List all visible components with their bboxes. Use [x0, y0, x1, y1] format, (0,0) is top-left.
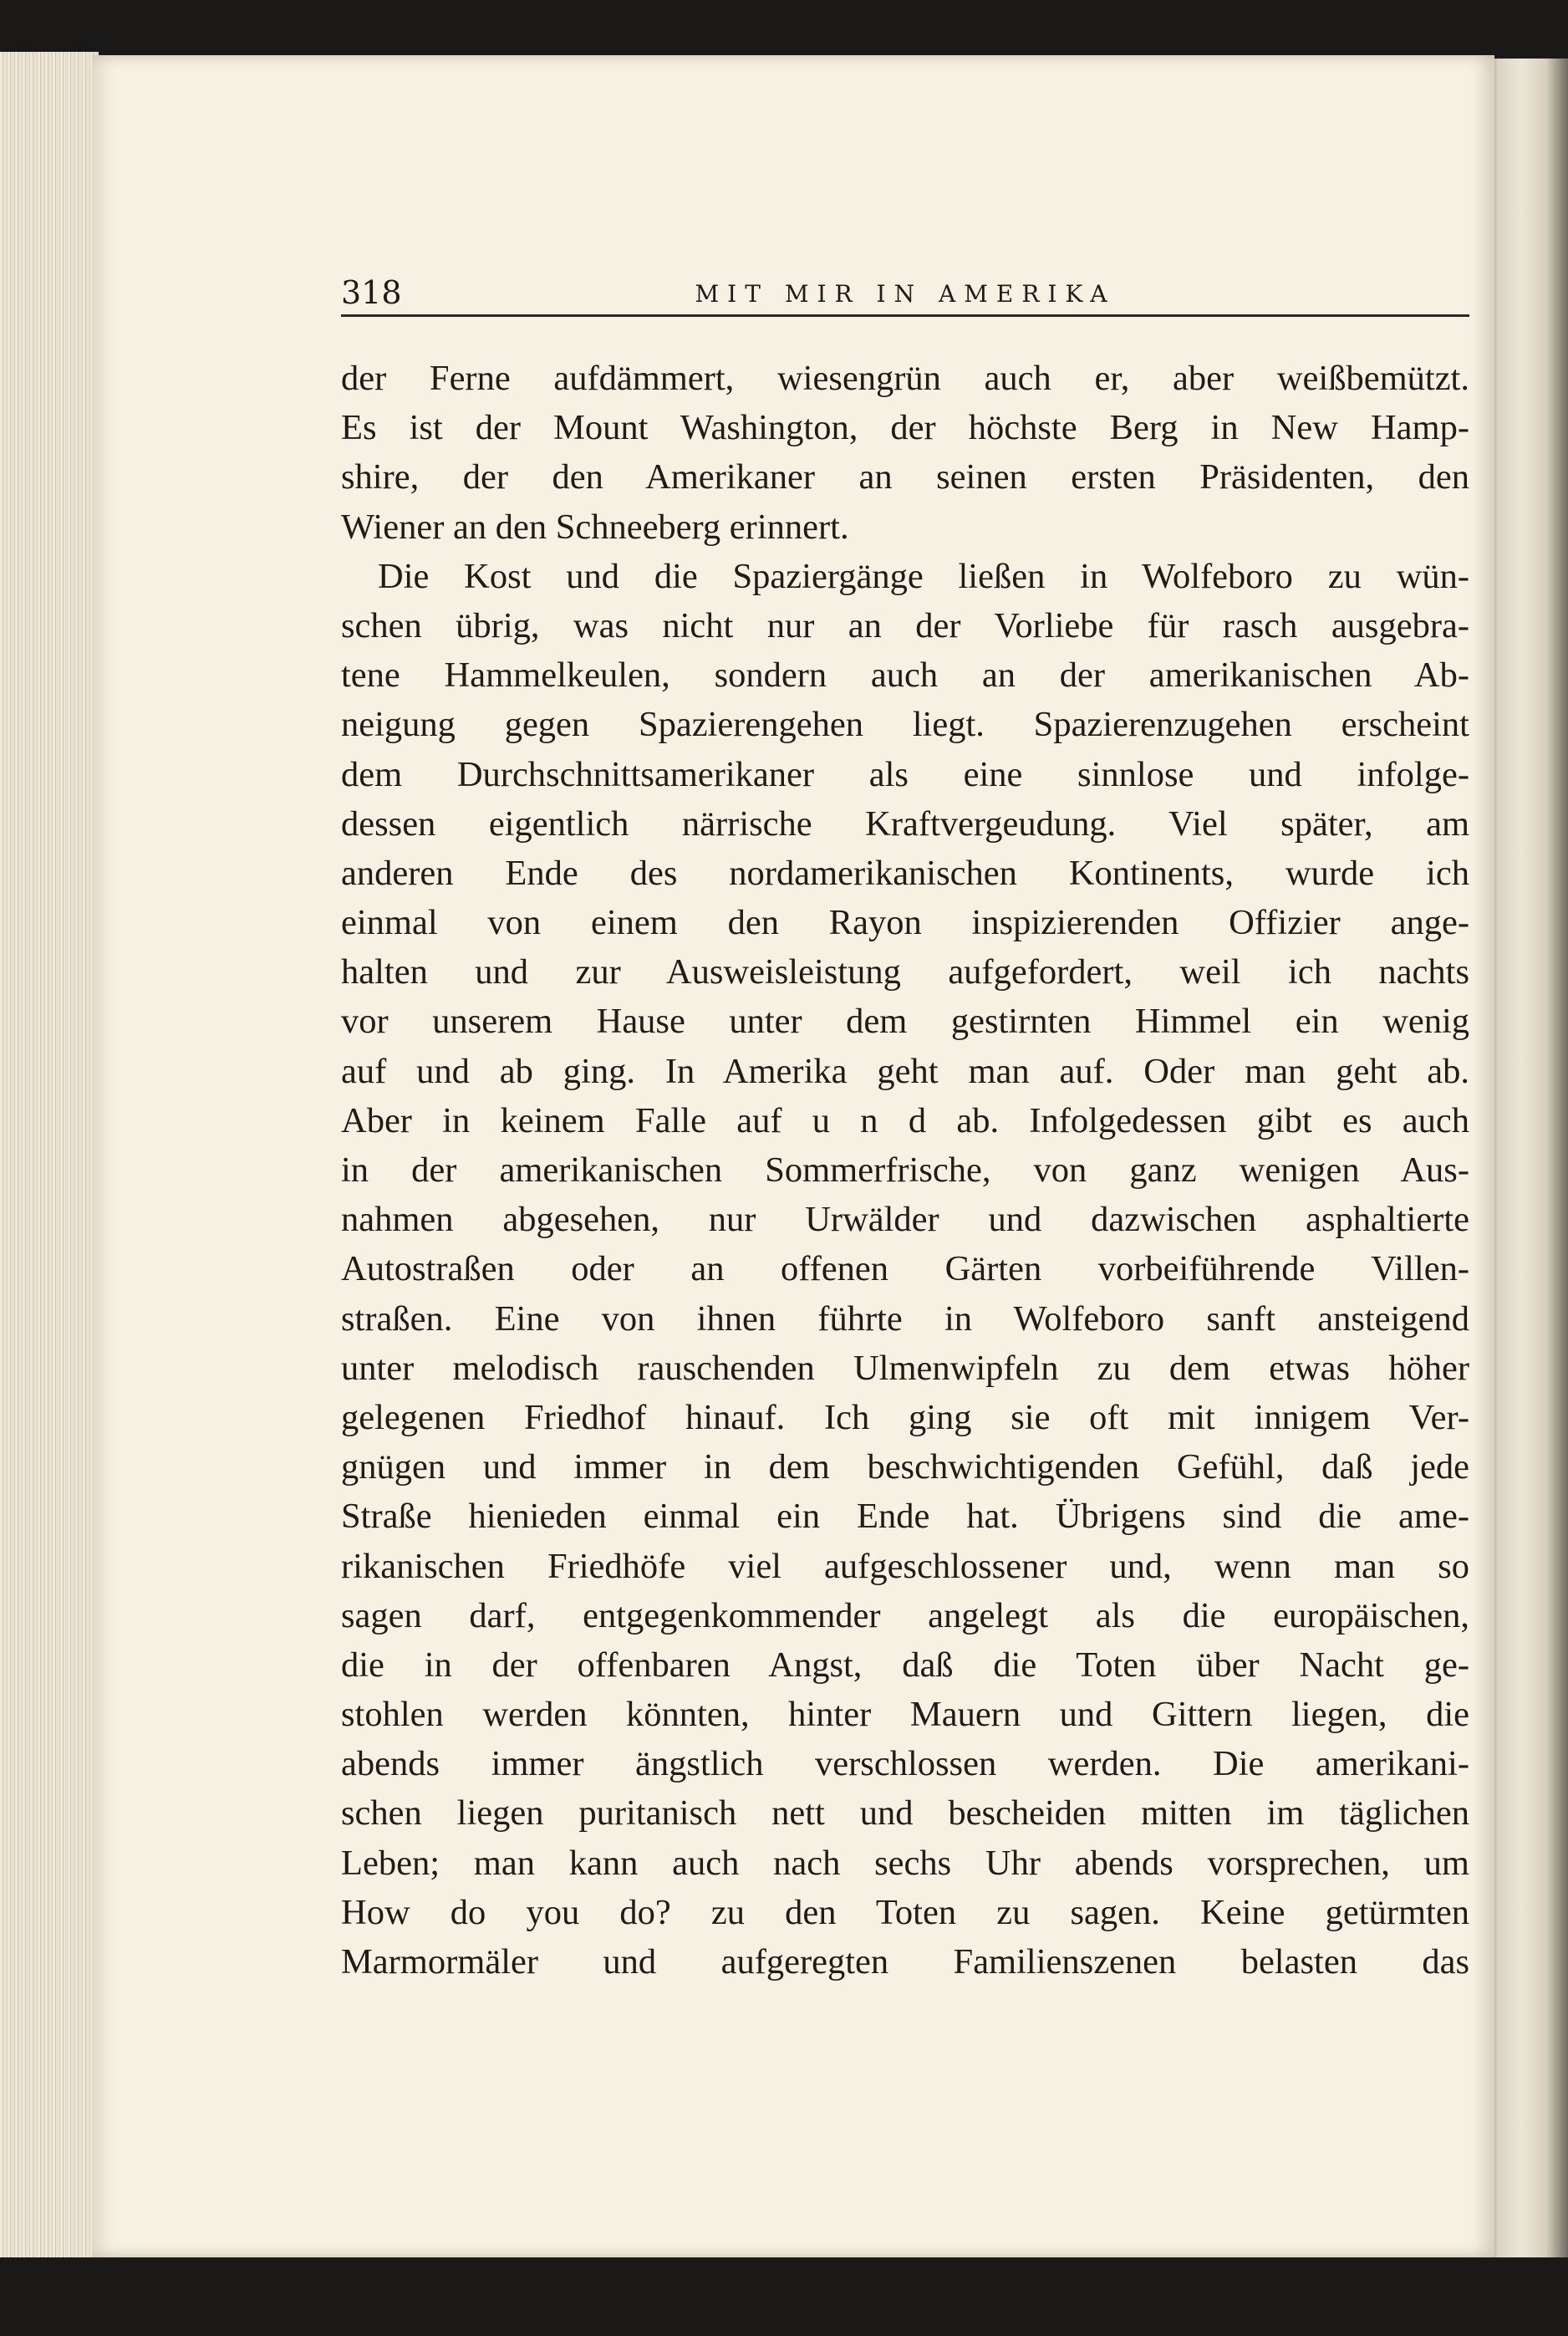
- scan-bottom-border: [0, 2257, 1568, 2336]
- text-line: Straße hienieden einmal ein Ende hat. Übrigens sind die ame-: [341, 1497, 1469, 1537]
- text-line: gnügen und immer in dem beschwichtigenden Gefühl, daß jede: [341, 1447, 1469, 1487]
- running-head: [341, 264, 1469, 317]
- text-line: anderen Ende des nordamerikanischen Kontinents, wurde ich: [341, 853, 1469, 893]
- book-page-edges: [0, 52, 99, 2259]
- text-line: Es ist der Mount Washington, der höchste Berg in New Hamp-: [341, 408, 1469, 448]
- text-line: Autostraßen oder an offenen Gärten vorbeiführende Villen-: [341, 1249, 1469, 1289]
- body-text: [341, 354, 1469, 1987]
- text-line: stohlen werden könnten, hinter Mauern und Gittern liegen, die: [341, 1695, 1469, 1735]
- text-line: tene Hammelkeulen, sondern auch an der amerikanischen Ab-: [341, 655, 1469, 696]
- text-line: Marmormäler und aufgeregten Familienszenen belasten das: [341, 1942, 1469, 1982]
- text-line: sagen darf, entgegenkommender angelegt als die europäischen,: [341, 1595, 1469, 1635]
- text-line: dem Durchschnittsamerikaner als eine sinnlose und infolge-: [341, 754, 1469, 794]
- page-number: 318: [341, 274, 402, 311]
- text-line: Leben; man kann auch nach sechs Uhr abends vorsprechen, um: [341, 1843, 1469, 1883]
- book-facing-edge: [1488, 59, 1568, 2259]
- text-line: straßen. Eine von ihnen führte in Wolfeboro sanft ansteigend: [341, 1298, 1469, 1339]
- scan-top-border: [0, 0, 1568, 63]
- text-line: rikanischen Friedhöfe viel aufgeschlossener und, wenn man so: [341, 1546, 1469, 1586]
- text-line: Wiener an den Schneeberg erinnert.: [341, 507, 849, 547]
- page-content: [341, 264, 1469, 1987]
- text-line: vor unserem Hause unter dem gestirnten Himmel ein wenig: [341, 1002, 1469, 1042]
- text-line: auf und ab ging. In Amerika geht man auf. Oder man geht ab.: [341, 1051, 1469, 1091]
- text-line: shire, der den Amerikaner an seinen ersten Präsidenten, den: [341, 457, 1469, 497]
- text-line: How do you do? zu den Toten zu sagen. Keine getürmten: [341, 1892, 1469, 1932]
- text-line: einmal von einem den Rayon inspizierenden Offizier ange-: [341, 903, 1469, 943]
- text-line: nahmen abgesehen, nur Urwälder und dazwischen asphaltierte: [341, 1200, 1469, 1240]
- text-line: halten und zur Ausweisleistung aufgefordert, weil ich nachts: [341, 952, 1469, 992]
- text-line: Die Kost und die Spaziergänge ließen in Wolfeboro zu wün-: [378, 556, 1469, 596]
- book-page: [92, 55, 1494, 2257]
- text-line: schen liegen puritanisch nett und bescheiden mitten im täglichen: [341, 1793, 1469, 1834]
- text-line: gelegenen Friedhof hinauf. Ich ging sie oft mit innigem Ver-: [341, 1397, 1469, 1437]
- running-title: MIT MIR IN AMERIKA: [695, 280, 1116, 308]
- text-line: die in der offenbaren Angst, daß die Toten über Nacht ge-: [341, 1645, 1469, 1685]
- text-line: der Ferne aufdämmert, wiesengrün auch er, aber weißbemützt.: [341, 359, 1469, 398]
- text-line: neigung gegen Spazierengehen liegt. Spazierenzugehen erscheint: [341, 705, 1469, 745]
- text-line: dessen eigentlich närrische Kraftvergeudung. Viel später, am: [341, 803, 1469, 844]
- text-line: Aber in keinem Falle auf u n d ab. Infolgedessen gibt es auch: [341, 1100, 1469, 1140]
- text-line: unter melodisch rauschenden Ulmenwipfeln zu dem etwas höher: [341, 1348, 1469, 1388]
- text-line: in der amerikanischen Sommerfrische, von ganz wenigen Aus-: [341, 1150, 1469, 1190]
- text-line: schen übrig, was nicht nur an der Vorliebe für rasch ausgebra-: [341, 605, 1469, 645]
- text-line: abends immer ängstlich verschlossen werden. Die amerikani-: [341, 1744, 1469, 1784]
